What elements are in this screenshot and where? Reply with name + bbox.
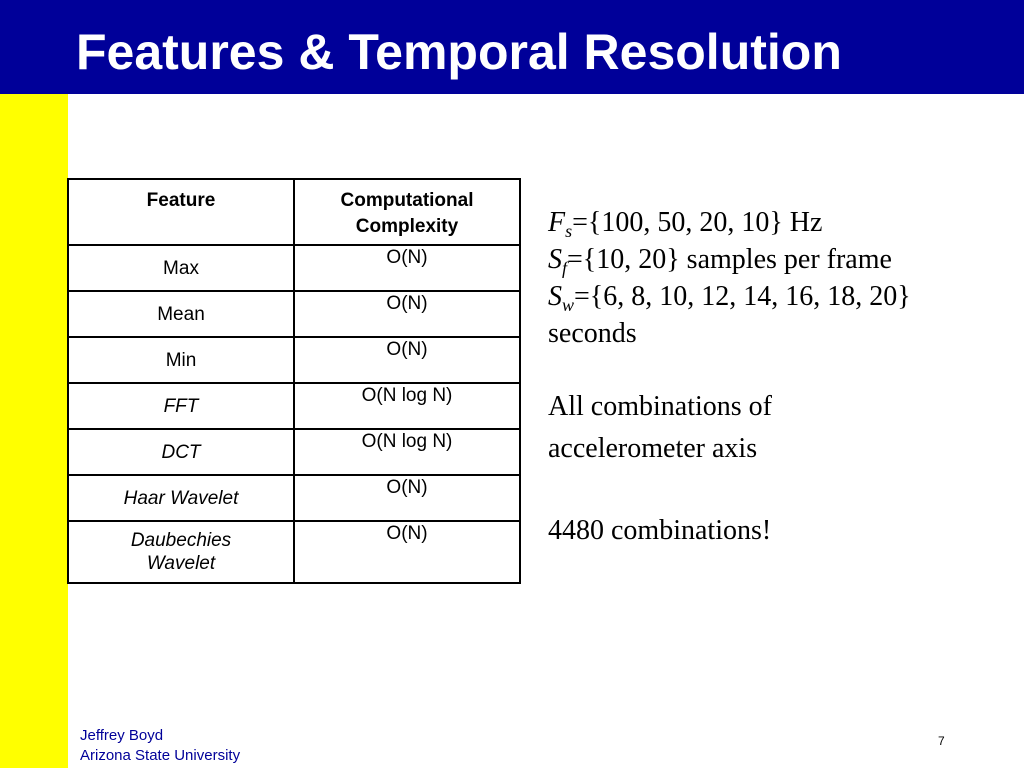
complexity-cell: O(N) bbox=[294, 245, 520, 291]
fs-symbol: F bbox=[548, 207, 566, 238]
complexity-cell: O(N) bbox=[294, 521, 520, 583]
complexity-cell: O(N log N) bbox=[294, 429, 520, 475]
sampling-frequency-line bbox=[548, 204, 1018, 241]
feature-cell: FFT bbox=[68, 383, 294, 429]
complexity-cell: O(N) bbox=[294, 291, 520, 337]
footer-author-block bbox=[80, 726, 240, 766]
sw-value: ={6, 8, 10, 12, 14, 16, 18, 20} bbox=[574, 281, 911, 312]
table-row bbox=[68, 245, 520, 291]
samples-per-frame-line bbox=[548, 241, 1018, 278]
window-size-unit: seconds bbox=[548, 318, 637, 349]
table-row bbox=[68, 521, 520, 583]
sf-symbol: S bbox=[548, 244, 562, 275]
table-row bbox=[68, 429, 520, 475]
feature-cell: Mean bbox=[68, 291, 294, 337]
header-complexity-label: Computational Complexity bbox=[340, 190, 474, 237]
window-size-line bbox=[548, 278, 1018, 315]
table-row bbox=[68, 337, 520, 383]
combinations-text-line-2: accelerometer axis bbox=[548, 433, 758, 464]
sf-subscript: f bbox=[562, 258, 568, 278]
feature-cell: Max bbox=[68, 245, 294, 291]
table-header-row bbox=[68, 179, 520, 245]
fs-value: ={100, 50, 20, 10} Hz bbox=[572, 207, 823, 238]
left-accent-stripe bbox=[0, 94, 68, 768]
parameter-block bbox=[548, 204, 1018, 549]
table-row bbox=[68, 475, 520, 521]
sw-symbol: S bbox=[548, 281, 562, 312]
feature-cell: DCT bbox=[68, 429, 294, 475]
feature-cell-label: Daubechies Wavelet bbox=[130, 530, 232, 574]
combinations-text-line-1: All combinations of bbox=[548, 391, 772, 422]
total-combinations: 4480 combinations! bbox=[548, 515, 772, 546]
table-row bbox=[68, 383, 520, 429]
complexity-cell: O(N) bbox=[294, 337, 520, 383]
header-feature: Feature bbox=[68, 179, 294, 245]
fs-subscript: s bbox=[565, 221, 573, 241]
complexity-cell: O(N log N) bbox=[294, 383, 520, 429]
page-number: 7 bbox=[938, 734, 945, 748]
sf-value: ={10, 20} samples per frame bbox=[567, 244, 892, 275]
table-row bbox=[68, 291, 520, 337]
feature-complexity-table bbox=[67, 178, 521, 584]
sw-subscript: w bbox=[562, 295, 575, 315]
header-complexity bbox=[294, 179, 520, 245]
slide-title: Features & Temporal Resolution bbox=[76, 24, 842, 80]
feature-cell bbox=[68, 521, 294, 583]
feature-cell: Haar Wavelet bbox=[68, 475, 294, 521]
author-name: Jeffrey Boyd bbox=[80, 727, 164, 744]
complexity-cell: O(N) bbox=[294, 475, 520, 521]
feature-cell: Min bbox=[68, 337, 294, 383]
author-institution: Arizona State University bbox=[80, 747, 241, 764]
